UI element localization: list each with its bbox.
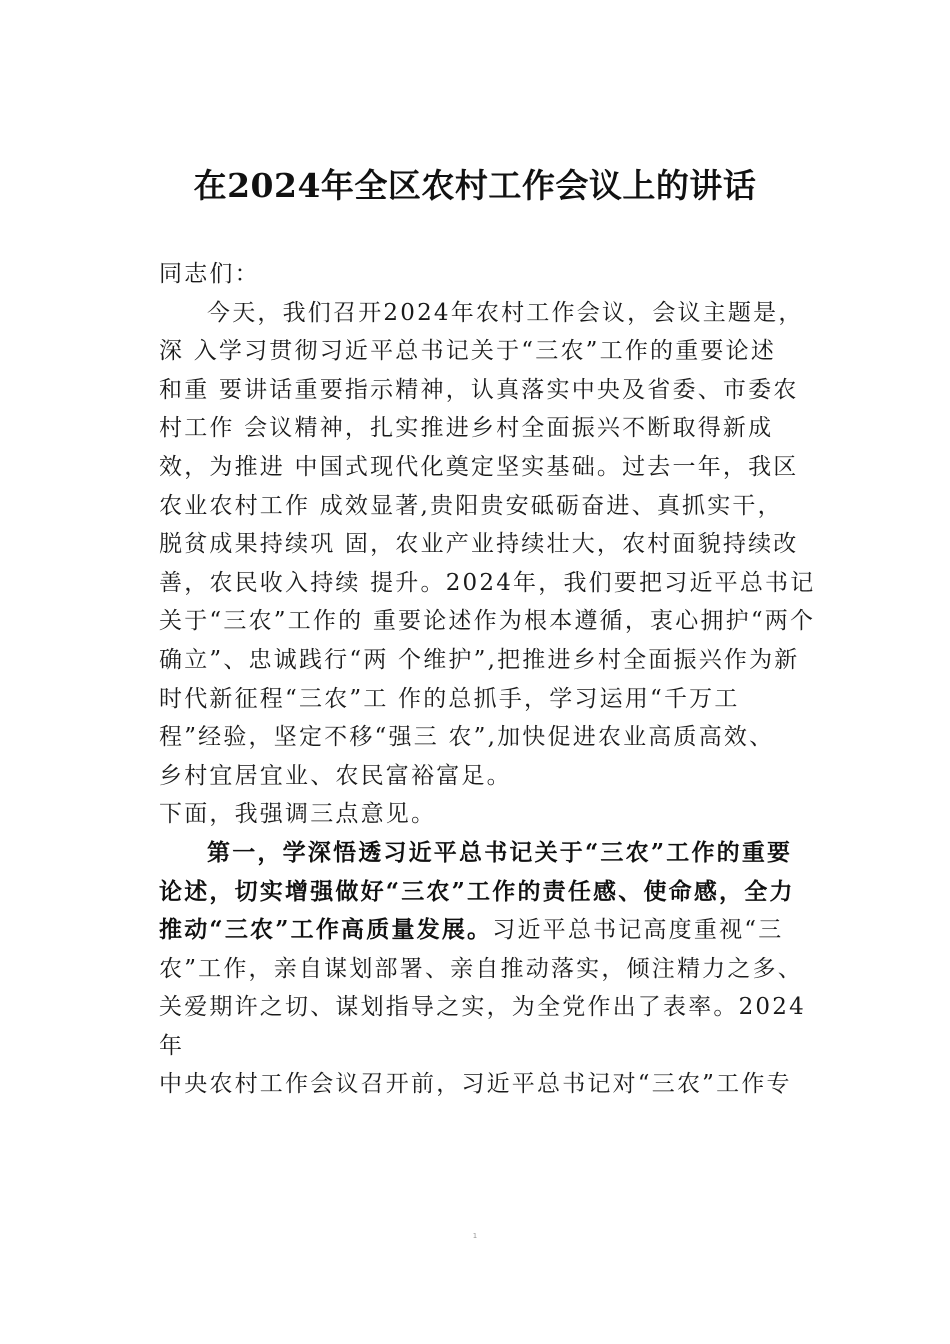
paragraph-line: 确立”、忠诚践行“两 个维护”,把推进乡村全面振兴作为新 bbox=[159, 646, 800, 673]
point-body-start: 习近平总书记高度重视“三 bbox=[492, 917, 784, 944]
paragraph-line: 深 入学习贯彻习近平总书记关于“三农”工作的重要论述 bbox=[159, 338, 777, 365]
transition-line: 下面，我强调三点意见。 bbox=[159, 801, 437, 828]
salutation: 同志们： bbox=[159, 261, 260, 287]
document-body bbox=[159, 255, 839, 1104]
paragraph-line: 关于“三农”工作的 重要论述作为根本遵循，衷心拥护“两个 bbox=[159, 608, 816, 635]
paragraph-line: 中央农村工作会议召开前，习近平总书记对“三农”工作专 bbox=[159, 1071, 792, 1098]
paragraph-line: 农业农村工作 成效显著,贵阳贵安砥砺奋进、真抓实干， bbox=[159, 492, 783, 519]
paragraph-line: 善，农民收入持续 提升。2024年，我们要把习近平总书记 bbox=[159, 569, 816, 596]
paragraph-line: 和重 要讲话重要指示精神，认真落实中央及省委、市委农 bbox=[159, 376, 799, 403]
paragraph-intro bbox=[159, 294, 839, 796]
document-title: 在2024年全区农村工作会议上的讲话 bbox=[193, 166, 757, 205]
paragraph-line: 乡村宜居宜业、农民富裕富足。 bbox=[159, 762, 512, 789]
paragraph-line: 效，为推进 中国式现代化奠定坚实基础。过去一年，我区 bbox=[159, 453, 799, 480]
paragraph-line: 农”工作，亲自谋划部署、亲自推动落实，倾注精力之多、 bbox=[159, 955, 803, 982]
paragraph-line: 关爱期许之切、谋划指导之实，为全党作出了表率。2024 bbox=[159, 994, 806, 1021]
point-heading-line-mixed bbox=[159, 911, 839, 950]
paragraph-line: 时代新征程“三农”工 作的总抓手，学习运用“千万工 bbox=[159, 685, 740, 712]
paragraph-point-one bbox=[159, 834, 839, 1104]
paragraph-line: 今天，我们召开2024年农村工作会议，会议主题是， bbox=[207, 299, 804, 326]
point-heading-line: 论述，切实增强做好“三农”工作的责任感、使命感，全力 bbox=[159, 877, 795, 905]
paragraph-line: 村工作 会议精神，扎实推进乡村全面振兴不断取得新成 bbox=[159, 415, 774, 442]
page-number: 1 bbox=[472, 1232, 478, 1240]
paragraph-line: 程”经验，坚定不移“强三 农”,加快促进农业高质高效、 bbox=[159, 724, 775, 751]
paragraph-line: 年 bbox=[159, 1032, 185, 1059]
point-heading-line: 第一，学深悟透习近平总书记关于“三农”工作的重要 bbox=[207, 838, 793, 866]
paragraph-line: 脱贫成果持续巩 固，农业产业持续壮大，农村面貌持续改 bbox=[159, 531, 799, 558]
point-heading-tail: 推动“三农”工作高质量发展。 bbox=[159, 916, 493, 944]
